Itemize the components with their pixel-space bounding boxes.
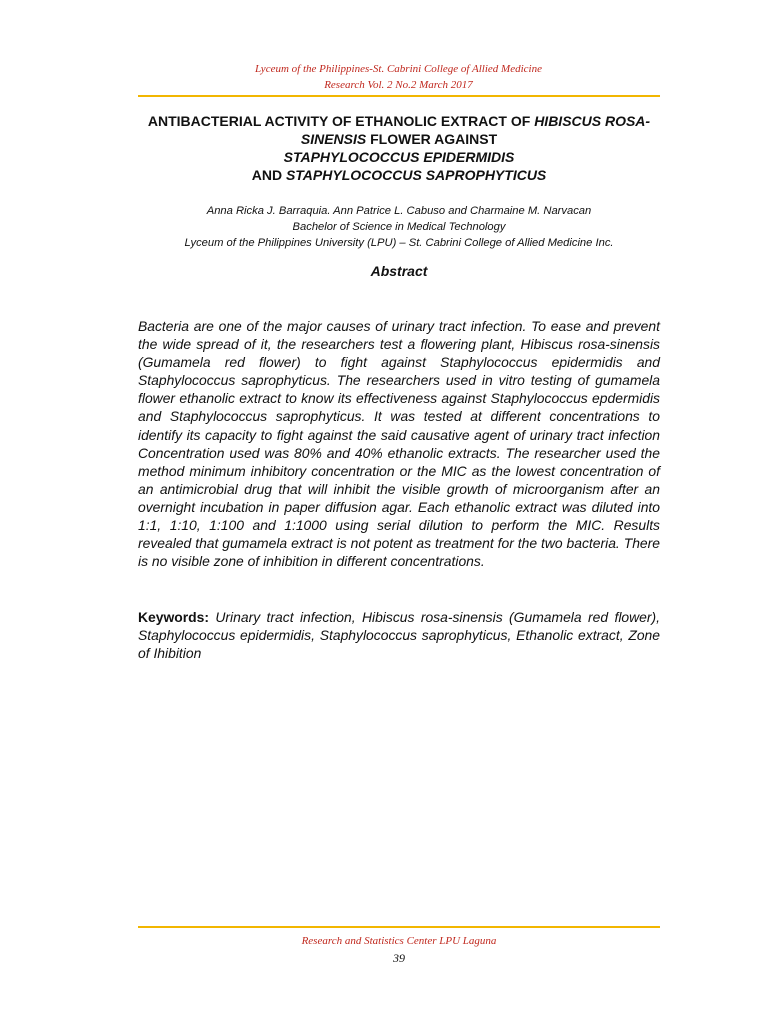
title-species-hibiscus: HIBISCUS ROSA-SINENSIS [300,113,651,147]
keywords-paragraph [138,608,660,662]
title-species-saprophyticus: STAPHYLOCOCCUS SAPROPHYTICUS [285,167,547,183]
title-species-epidermidis: STAPHYLOCOCCUS EPIDERMIDIS [283,149,515,165]
running-header [138,61,659,93]
title-part-3: FLOWER AGAINST [366,131,498,147]
abstract-body: Bacteria are one of the major causes of urinary tract infection. To ease and prevent the wide spread of it, the researchers test a flowering plant, Hibiscus rosa-sinensis (Gumamela red flower) to fight against Staphylococcus epidermidis and Staphylococcus saprophyticus. The researchers used in vitro testing of gumamela flower ethanolic extract to know its effectiveness against Staphylococcus epdermidis and Staphylococcus saprophyticus. It was tested at different concentrations to identify its capacity to fight against the said causative agent of urinary tract infection Concentration used was 80% and 40% ethanolic extracts. The researcher used the method minimum inhibitory concentration or the MIC as the lowest concentration of an antimicrobial drug that will inhibit the visible growth of microorganism after an overnight incubation in paper diffusion agar. Each ethanolic extract was diluted into 1:1, 1:10, 1:100 and 1:1000 using serial dilution to perform the MIC. Results revealed that gumamela extract is not potent as treatment for the two bacteria. There is no visible zone of inhibition in different concentrations. [138,318,660,570]
abstract-heading: Abstract [370,263,428,279]
author-block [138,203,660,251]
author-program: Bachelor of Science in Medical Technology [292,221,506,233]
paper-title [138,112,660,184]
keywords-text: Urinary tract infection, Hibiscus rosa-sinensis (Gumamela red flower), Staphylococcus epidermidis, Staphylococcus saprophyticus, Ethanolic extract, Zone of Ihibition [138,609,660,662]
title-part-5: AND [251,167,286,183]
author-affiliation: Lyceum of the Philippines University (LPU) – St. Cabrini College of Allied Medicine Inc. [184,237,614,249]
footer-rule [138,926,660,928]
header-institution: Lyceum of the Philippines-St. Cabrini College of Allied Medicine [255,63,542,75]
header-rule [138,95,660,97]
page-number: 39 [393,951,405,965]
running-footer: Research and Statistics Center LPU Laguna [301,935,497,947]
author-names: Anna Ricka J. Barraquia. Ann Patrice L. Cabuso and Charmaine M. Narvacan [206,205,592,217]
title-part-1: ANTIBACTERIAL ACTIVITY OF ETHANOLIC EXTRACT OF [147,113,535,129]
header-journal-issue: Research Vol. 2 No.2 March 2017 [324,79,473,91]
keywords-label: Keywords: [138,609,210,625]
